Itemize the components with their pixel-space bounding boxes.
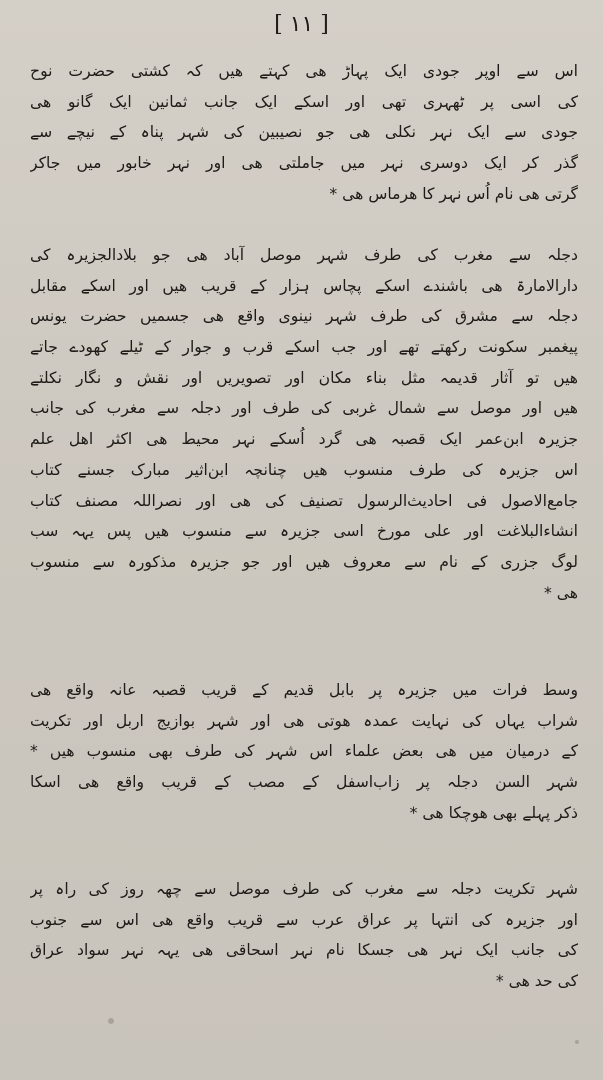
text-line: جزیرہ ابن‌عمر ایک قصبہ ھی گرد اُسکے نہر محیط ھی اکثر اھل علم	[30, 430, 578, 449]
text-line: اور جزیرہ کی انتہا پر عراق عرب سے قریب واقع ھی اس سے جنوب	[30, 910, 578, 929]
text-line: شہر السن دجلہ پر زاب‌اسفل کے مصب کے قریب واقع ھی اسکا	[30, 773, 578, 792]
text-line: گذر کر ایک دوسری نہر میں جاملتی ھی اور نہر خابور میں جاکر	[30, 154, 578, 173]
paragraph-4	[30, 874, 578, 997]
ink-spot	[108, 1018, 114, 1024]
paragraph-1	[30, 56, 578, 209]
text-line: کی اسی پر ٹھہری تھی اور اسکے ایک جانب ثمانین ایک گانو ھی	[30, 92, 578, 111]
ink-spot	[575, 1040, 579, 1044]
text-line: ھیں تو آثار قدیمہ مثل بناء مکان اور تصویریں اور نقش و نگار نکلتے	[30, 368, 578, 387]
text-line: دارالامارۃ ھی باشندے اسکے پچاس ہزار کے قریب ھیں اور اسکے مقابل	[30, 276, 578, 295]
text-line: جامع‌الاصول فی احادیث‌الرسول تصنیف کی ھی اور نصراللہ مصنف کتاب	[30, 491, 578, 510]
text-line: شہر تکریت دجلہ سے مغرب کی طرف موصل سے چھہ روز کی راہ پر	[30, 880, 578, 898]
text-line: جودی سے ایک نہر نکلی ھی جو نصیبین کی شہر پناہ کے نیچے سے	[30, 123, 578, 142]
text-line: پیغمبر سکونت رکھتے تھے اور جب اسکے قرب و جوار کے ٹیلے کھودے جاتے	[30, 338, 578, 357]
text-line: وسط فرات میں جزیرہ پر بابل قدیم کے قریب قصبہ عانہ واقع ھی	[30, 681, 578, 699]
text-line: کی حد ھی *	[495, 972, 578, 991]
text-line: کے درمیان میں ھی بعض علماء اس شہر کی طرف بھی منسوب ھیں *	[30, 742, 578, 761]
text-line: دجلہ سے مغرب کی طرف شہر موصل آباد ھی جو بلادالجزیرہ کی	[30, 246, 578, 264]
text-line: انشاءالبلاغت اور علی مورخ اسی جزیرہ سے منسوب ھیں پس یہہ سب	[30, 522, 578, 541]
page-number: [ ۱۱ ]	[274, 12, 329, 37]
text-line: ذکر پہلے بھی ھوچکا ھی *	[409, 803, 578, 822]
paragraph-2	[30, 240, 578, 608]
text-line: گرتی ھی نام اُس نہر کا ھرماس ھی *	[329, 184, 578, 203]
paragraph-3	[30, 675, 578, 828]
text-line: ھی *	[544, 583, 578, 602]
text-line: اس جزیرہ کی طرف منسوب ھیں چنانچہ ابن‌اثیر مبارک جسنے کتاب	[30, 460, 578, 479]
text-line: دجلہ سے مشرق کی طرف شہر نینوی واقع ھی جسمیں حضرت یونس	[30, 307, 578, 326]
text-line: ھیں اور موصل سے شمال غربی کی طرف اور دجلہ سے مغرب کی جانب	[30, 399, 578, 418]
text-line: شراب یہاں کی نہایت عمدہ ھوتی ھی اور شہر بوازیج اربل اور تکریت	[30, 711, 578, 730]
text-line: اس سے اوپر جودی ایک پہاڑ ھی کہتے ھیں کہ کشتی حضرت نوح	[30, 62, 578, 80]
text-line: لوگ جزری کے نام سے معروف ھیں اور جو جزیرہ مذکورہ سے منسوب	[30, 552, 578, 571]
text-line: کی جانب ایک نہر ھی جسکا نام نہر اسحاقی ھی یہہ نہر سواد عراق	[30, 941, 578, 960]
